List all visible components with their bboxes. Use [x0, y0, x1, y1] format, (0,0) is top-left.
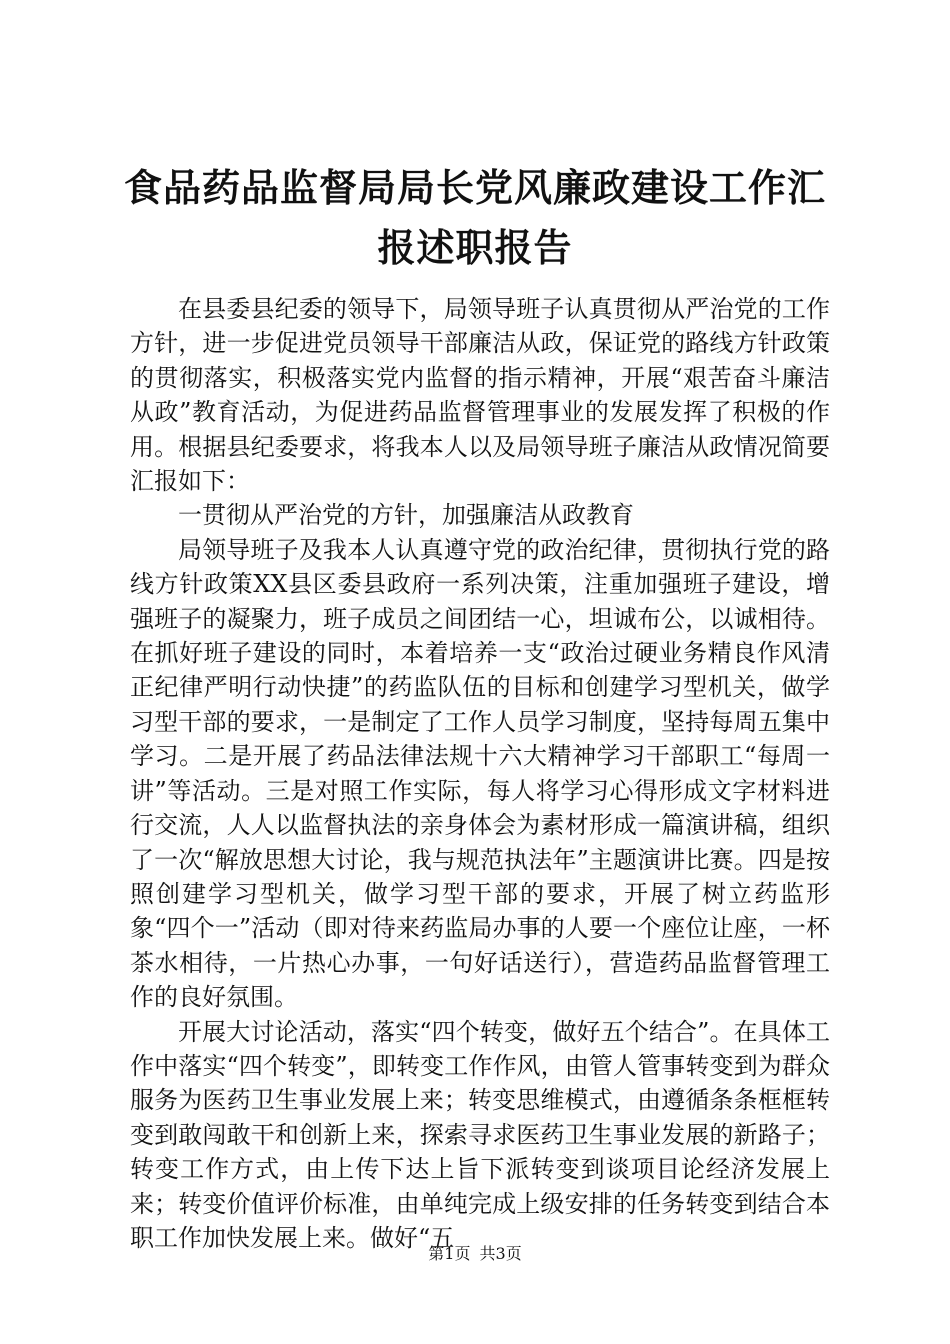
paragraph-discussion: 开展大讨论活动，落实“四个转变，做好五个结合”。在具体工作中落实“四个转变”，即转变工作作风，由管人管事转变到为群众服务为医药卫生事业发展上来；转变思维模式，由遵循条条框框转变到敢闯敢干和创新上来，探索寻求医药卫生事业发展的新路子；转变工作方式，由上传下达上旨下派转变到谈项目论经济发展上来；转变价值评价标准，由单纯完成上级安排的任务转变到结合本职工作加快发展上来。做好“五: [130, 1017, 830, 1252]
section-heading: 一贯彻从严治党的方针，加强廉洁从政教育: [178, 501, 634, 530]
document-body: [130, 292, 830, 1255]
paragraph-team-building: 局领导班子及我本人认真遵守党的政治纪律，贯彻执行党的路线方针政策XX县区委县政府一系列决策，注重加强班子建设，增强班子的凝聚力，班子成员之间团结一心，坦诚布公，以诚相待。在抓好班子建设的同时，本着培养一支“政治过硬业务精良作风清正纪律严明行动快捷”的药监队伍的目标和创建学习型机关，做学习型干部的要求，一是制定了工作人员学习制度，坚持每周五集中学习。二是开展了药品法律法规十六大精神学习干部职工“每周一讲”等活动。三是对照工作实际，每人将学习心得形成文字材料进行交流，人人以监督执法的亲身体会为素材形成一篇演讲稿，组织了一次“解放思想大讨论，我与规范执法年”主题演讲比赛。四是按照创建学习型机关，做学习型干部的要求，开展了树立药监形象“四个一”活动（即对待来药监局办事的人要一个座位让座，一杯茶水相待，一片热心办事，一句好话送行），营造药品监督管理工作的良好氛围。: [130, 535, 830, 1012]
page-total: 共3页: [479, 1244, 522, 1263]
document-title: 食品药品监督局局长党风廉政建设工作汇报述职报告: [123, 165, 826, 270]
page-footer: [0, 1244, 950, 1264]
page-number: 第1页: [428, 1244, 471, 1263]
paragraph-intro: 在县委县纪委的领导下，局领导班子认真贯彻从严治党的工作方针，进一步促进党员领导干部廉洁从政，保证党的路线方针政策的贯彻落实，积极落实党内监督的指示精神，开展“艰苦奋斗廉洁从政”教育活动，为促进药品监督管理事业的发展发挥了积极的作用。根据县纪委要求，将我本人以及局领导班子廉洁从政情况简要汇报如下：: [130, 295, 830, 496]
